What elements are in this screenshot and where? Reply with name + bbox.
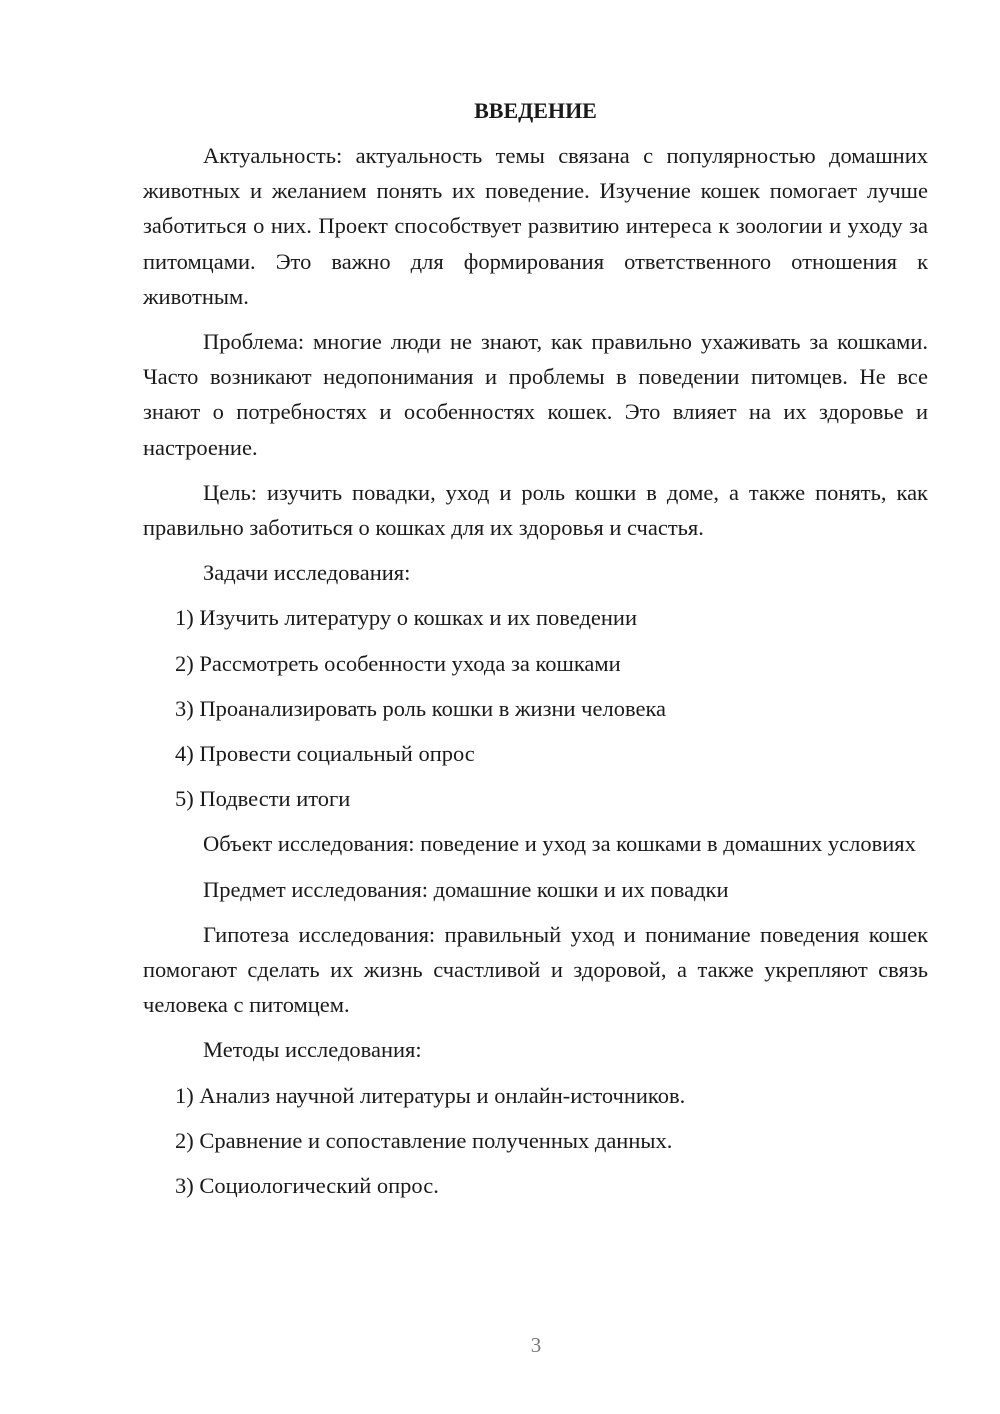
list-item: 1) Изучить литературу о кошках и их поведении [175,605,638,631]
list-item: 2) Сравнение и сопоставление полученных данных. [175,1127,673,1153]
list-item: 2) Рассмотреть особенности ухода за кошками [175,650,621,676]
list-item: 4) Провести социальный опрос [175,741,475,767]
tasks-heading: Задачи исследования: [203,560,411,586]
list-item: 1) Анализ научной литературы и онлайн-источников. [175,1082,686,1108]
list-item: 3) Проанализировать роль кошки в жизни человека [175,695,667,721]
problem-paragraph: Проблема: многие люди не знают, как правильно ухаживать за кошками. Часто возникают недопонимания и проблемы в поведении питомцев. Не все знают о потребностях и особенностях кошек. Это влияет на их здоровье и настроение. [143,329,928,460]
page-number: 3 [530,1333,542,1357]
tasks-list [143,600,928,816]
document-page [143,95,928,1213]
list-item: 3) Социологический опрос. [175,1173,439,1199]
document-title: ВВЕДЕНИЕ [474,98,597,123]
goal-paragraph: Цель: изучить повадки, уход и роль кошки в доме, а также понять, как правильно заботиться о кошках для их здоровья и счастья. [143,479,928,541]
hypothesis-paragraph: Гипотеза исследования: правильный уход и понимание поведения кошек помогают сделать их жизнь счастливой и здоровой, а также укрепляют связь человека с питомцем. [143,921,928,1018]
list-item: 5) Подвести итоги [175,786,351,812]
methods-heading: Методы исследования: [203,1037,422,1063]
object-paragraph: Объект исследования: поведение и уход за кошками в домашних условиях [203,831,916,857]
subject-paragraph: Предмет исследования: домашние кошки и их повадки [203,876,729,902]
methods-list [143,1078,928,1204]
relevance-paragraph: Актуальность: актуальность темы связана с популярностью домашних животных и желанием понять их поведение. Изучение кошек помогает лучше заботиться о них. Проект способствует развитию интереса к зоологии и уходу за питомцами. Это важно для формирования ответственного отношения к животным. [143,143,928,309]
